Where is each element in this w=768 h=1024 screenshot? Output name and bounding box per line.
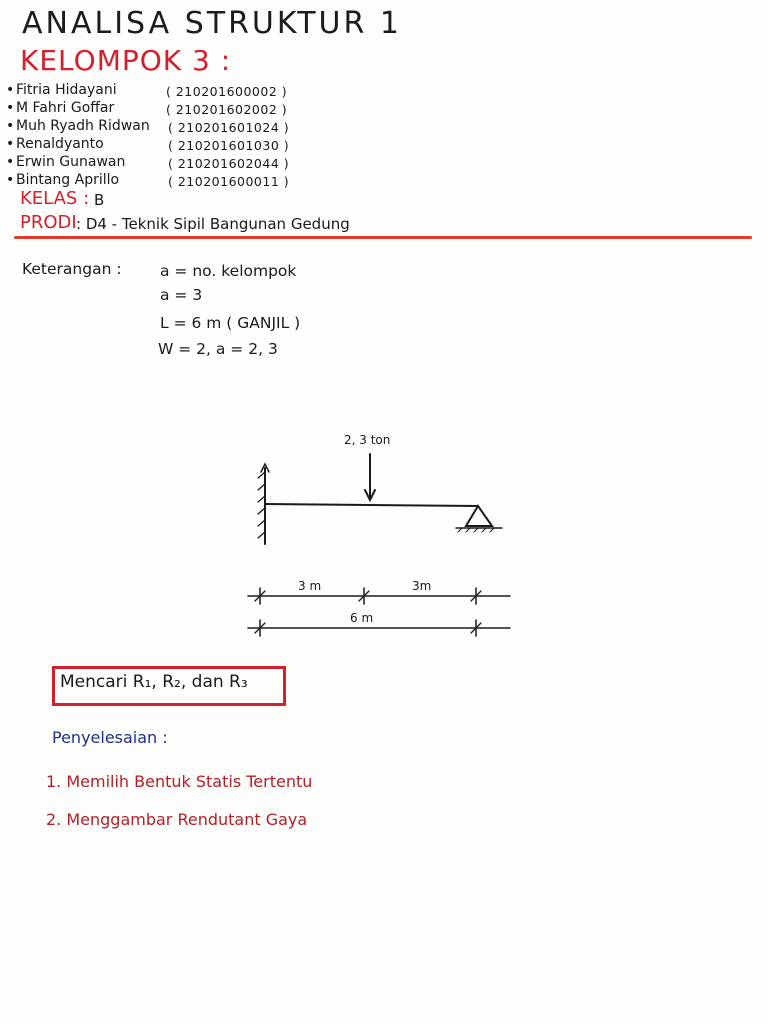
keterangan-line: a = 3 xyxy=(160,286,203,304)
beam-diagram xyxy=(240,420,530,650)
keterangan-label: Keterangan : xyxy=(22,260,122,278)
prodi-label: PRODI xyxy=(20,212,77,233)
member-1: • Fitria Hidayani xyxy=(6,82,117,98)
fixed-support-hatch xyxy=(258,472,265,538)
member-name: Renaldyanto xyxy=(16,136,104,152)
keterangan-line: a = no. kelompok xyxy=(160,262,297,280)
kelas-label: KELAS : xyxy=(20,188,90,209)
member-name: Fitria Hidayani xyxy=(16,82,117,98)
group-heading: KELOMPOK 3 : xyxy=(20,44,232,77)
member-6: • Bintang Aprillo xyxy=(6,172,120,188)
member-name: Bintang Aprillo xyxy=(16,172,120,188)
task-box-text: Mencari R₁, R₂, dan R₃ xyxy=(60,672,248,692)
keterangan-line: L = 6 m ( GANJIL ) xyxy=(160,314,301,332)
kelas-value: B xyxy=(94,191,105,209)
load-label: 2, 3 ton xyxy=(344,433,391,447)
solution-step: 1. Memilih Bentuk Statis Tertentu xyxy=(46,772,313,791)
dim-total-label: 6 m xyxy=(350,611,374,625)
member-name: Muh Ryadh Ridwan xyxy=(16,118,150,134)
dim-right-label: 3m xyxy=(412,579,432,593)
member-nim: ( 210201602002 ) xyxy=(166,102,288,117)
member-nim: ( 210201601024 ) xyxy=(168,120,290,135)
member-5: • Erwin Gunawan xyxy=(6,154,126,170)
member-name: Erwin Gunawan xyxy=(16,154,126,170)
member-nim: ( 210201601030 ) xyxy=(168,138,290,153)
keterangan-line: W = 2, a = 2, 3 xyxy=(158,340,278,358)
divider-line xyxy=(14,236,752,239)
pin-support-icon xyxy=(466,506,492,526)
member-4: • Renaldyanto xyxy=(6,136,104,152)
member-nim: ( 210201600002 ) xyxy=(166,84,288,99)
solution-heading: Penyelesaian : xyxy=(52,728,168,747)
beam-line xyxy=(265,504,478,506)
member-nim: ( 210201600011 ) xyxy=(168,174,290,189)
dim-left-label: 3 m xyxy=(298,579,322,593)
member-2: • M Fahri Goffar xyxy=(6,100,115,116)
solution-step: 2. Menggambar Rendutant Gaya xyxy=(46,810,308,829)
member-nim: ( 210201602044 ) xyxy=(168,156,290,171)
prodi-value: : D4 - Teknik Sipil Bangunan Gedung xyxy=(76,215,350,233)
member-3: • Muh Ryadh Ridwan xyxy=(6,118,150,134)
page-title: ANALISA STRUKTUR 1 xyxy=(22,6,402,41)
member-name: M Fahri Goffar xyxy=(16,100,115,116)
